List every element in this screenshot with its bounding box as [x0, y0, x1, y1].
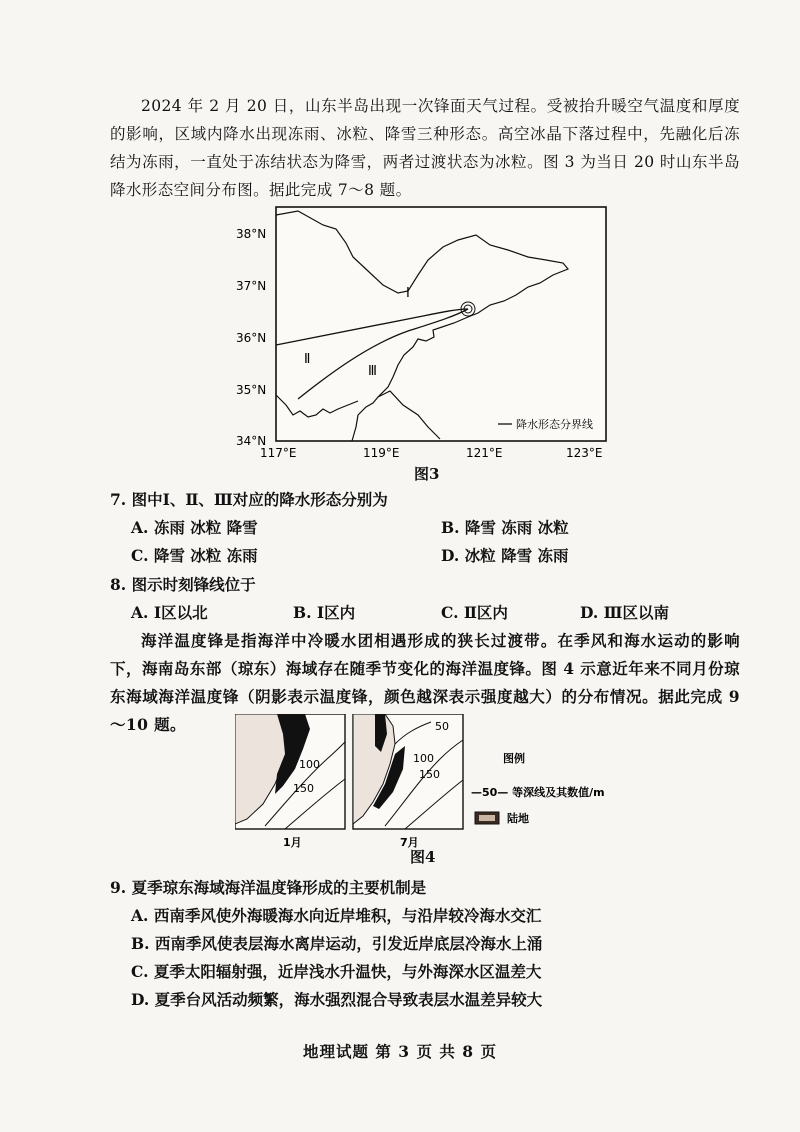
map-legend: 降水形态分界线 [516, 418, 593, 431]
jul-contour-50: 50 [435, 720, 449, 733]
q8-option-b: B. Ⅰ区内 [293, 603, 356, 622]
legend-land: 陆地 [507, 812, 529, 825]
intro-paragraph-2: 海洋温度锋是指海洋中冷暖水团相遇形成的狭长过渡带。在季风和海水运动的影响下，海南岛东部（琼东）海域存在随季节变化的海洋温度锋。图 4 示意近年来不同月份琼东海域海洋温度锋（阴影表示温度锋，颜色越深表示强度越大）的分布情况。据此完成 9～10 题。 [110, 631, 740, 734]
jul-contour-100: 100 [413, 752, 434, 765]
lon-label-119: 119°E [363, 446, 400, 460]
q8-option-d: D. Ⅲ区以南 [580, 603, 670, 622]
q8-option-a: A. Ⅰ区以北 [131, 603, 208, 622]
figure-3-caption: 图3 [414, 465, 440, 483]
lon-label-121: 121°E [466, 446, 503, 460]
zone-label-1: Ⅰ [406, 286, 410, 301]
q7-option-b: B. 降雪 冻雨 冰粒 [441, 518, 569, 537]
jul-contour-150: 150 [419, 768, 440, 781]
zone-label-3: Ⅲ [368, 364, 377, 379]
q7-option-a: A. 冻雨 冰粒 降雪 [131, 518, 258, 537]
lat-label-37: 37°N [236, 279, 267, 293]
lat-label-36: 36°N [236, 331, 267, 345]
legend-isobath: —50— 等深线及其数值/m [471, 786, 605, 799]
q9-stem: 9. 夏季琼东海域海洋温度锋形成的主要机制是 [110, 878, 427, 897]
lat-label-35: 35°N [236, 383, 267, 397]
q7-option-c: C. 降雪 冰粒 冻雨 [131, 546, 258, 565]
q7-option-d: D. 冰粒 降雪 冻雨 [441, 546, 569, 565]
q9-option-b: B. 西南季风使表层海水离岸运动，引发近岸底层冷海水上涌 [131, 934, 543, 953]
q9-option-a: A. 西南季风使外海暖海水向近岸堆积，与沿岸较冷海水交汇 [131, 906, 542, 925]
lat-label-38: 38°N [236, 227, 267, 241]
q8-stem: 8. 图示时刻锋线位于 [110, 575, 256, 594]
zone-label-2: Ⅱ [304, 352, 311, 367]
q9-option-c: C. 夏季太阳辐射强，近岸浅水升温快，与外海深水区温差大 [131, 962, 542, 981]
figure-3-map [228, 205, 618, 460]
jan-contour-150: 150 [293, 782, 314, 795]
legend-title: 图例 [503, 752, 525, 765]
lon-label-117: 117°E [260, 446, 297, 460]
jan-label: 1月 [283, 836, 302, 849]
q9-option-d: D. 夏季台风活动频繁，海水强烈混合导致表层水温差异较大 [131, 990, 543, 1009]
lon-label-123: 123°E [566, 446, 603, 460]
figure-4-panels [235, 714, 615, 849]
intro-paragraph-1: 2024 年 2 月 20 日，山东半岛出现一次锋面天气过程。受被抬升暖空气温度和厚度的影响，区域内降水出现冻雨、冰粒、降雪三种形态。高空冰晶下落过程中，先融化后冻结为冻雨，一直处于冻结状态为降雪，两者过渡状态为冰粒。图 3 为当日 20 时山东半岛降水形态空间分布图。据此完成 7～8 题。 [110, 97, 740, 199]
lat-label-34: 34°N [236, 434, 267, 448]
q7-stem: 7. 图中Ⅰ、Ⅱ、Ⅲ对应的降水形态分别为 [110, 490, 388, 509]
page-footer: 地理试题 第 3 页 共 8 页 [303, 1042, 497, 1061]
q8-option-c: C. Ⅱ区内 [441, 603, 508, 622]
figure-4-caption: 图4 [410, 848, 436, 866]
jan-contour-100: 100 [299, 758, 320, 771]
jul-label: 7月 [400, 836, 419, 849]
